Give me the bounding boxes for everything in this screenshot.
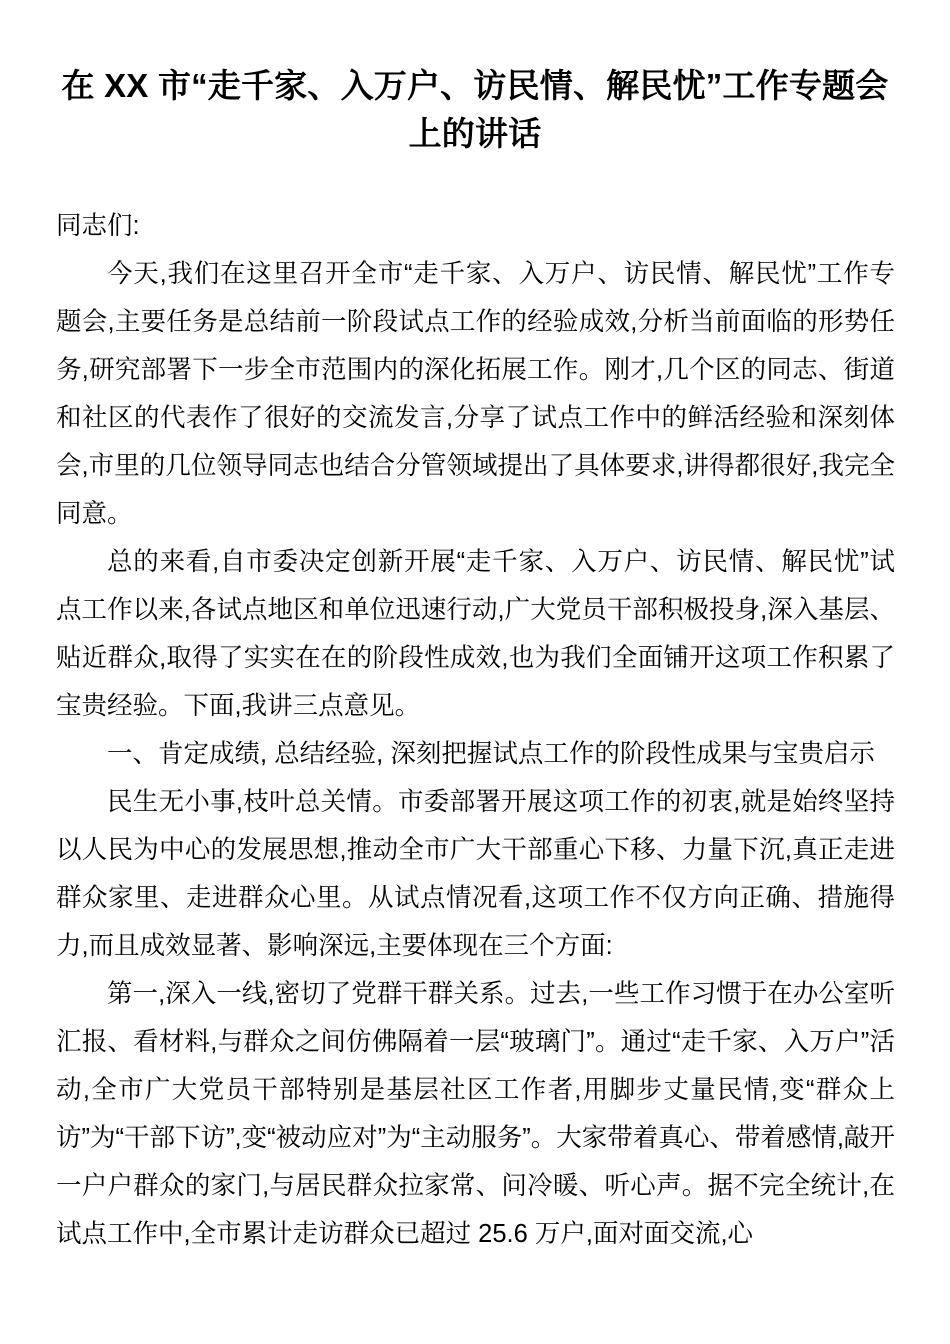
paragraph-opening: 今天,我们在这里召开全市“走千家、入万户、访民情、解民忧”工作专题会,主要任务是总结前一阶段试点工作的经验成效,分析当前面临的形势任务,研究部署下一步全市范围内的深化拓展工作。刚才,几个区的同志、街道和社区的代表作了很好的交流发言,分享了试点工作中的鲜活经验和深刻体会,市里的几位领导同志也结合分管领域提出了具体要求,讲得都很好,我完全同意。 [56, 260, 895, 528]
document-body [0, 202, 950, 1258]
paragraph-point-one: 第一,深入一线,密切了党群干群关系。过去,一些工作习惯于在办公室听汇报、看材料,与群众之间仿佛隔着一层“玻璃门”。通过“走千家、入万户”活动,全市广大党员干部特别是基层社区工作者,用脚步丈量民情,变“群众上访”为“干部下访”,变“被动应对”为“主动服务”。大家带着真心、带着感情,敲开一户户群众的家门,与居民群众拉家常、问冷暖、听心声。据不完全统计,在试点工作中,全市累计走访群众已超过 25.6 万户,面对面交流,心 [56, 980, 895, 1248]
paragraph-overview: 总的来看,自市委决定创新开展“走千家、入万户、访民情、解民忧”试点工作以来,各试点地区和单位迅速行动,广大党员干部积极投身,深入基层、贴近群众,取得了实实在在的阶段性成效,也为我们全面铺开这项工作积累了宝贵经验。下面,我讲三点意见。 [56, 548, 895, 720]
section-heading-one: 一、肯定成绩, 总结经验, 深刻把握试点工作的阶段性成果与宝贵启示 [107, 740, 875, 768]
page-title: 在 XX 市“走千家、入万户、访民情、解民忧”工作专题会上的讲话 [61, 67, 889, 152]
paragraph-livelihood: 民生无小事,枝叶总关情。市委部署开展这项工作的初衷,就是始终坚持以人民为中心的发展思想,推动全市广大干部重心下移、力量下沉,真正走进群众家里、走进群众心里。从试点情况看,这项工作不仅方向正确、措施得力,而且成效显著、影响深远,主要体现在三个方面: [56, 788, 895, 960]
salutation: 同志们: [56, 212, 140, 240]
